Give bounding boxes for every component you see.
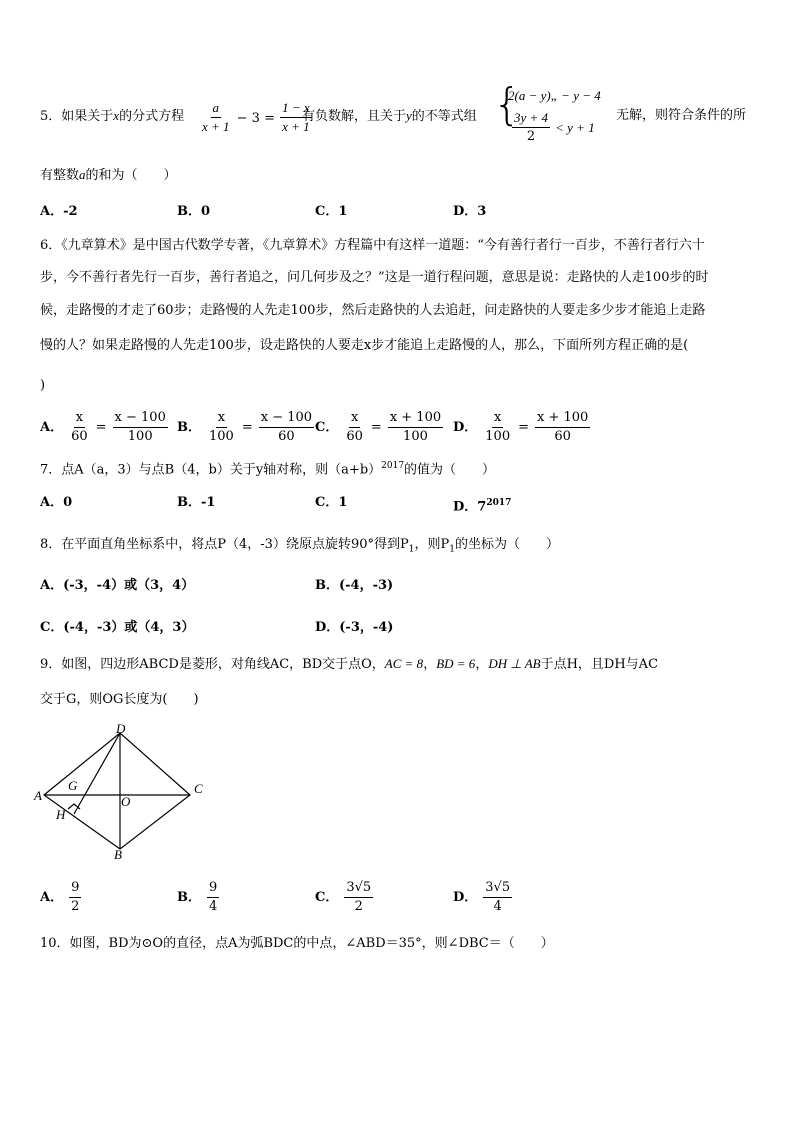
q6-c-right-frac: $\frac{x + 100}{100}$ [389,410,442,444]
q9-rhombus-figure [30,722,220,862]
q5-option-b[interactable]: B．0 [177,204,211,219]
q5-equation [200,100,312,135]
q8-option-d[interactable]: D．(-3，-4) [315,620,394,635]
q9-c-frac: $\frac{3√5}{2}$ [346,880,372,914]
q5-var-x: x [113,108,120,123]
q5-mid2-wrap [302,108,477,125]
q5-system-line1: 2(a − y)„ − y − 4 [508,88,601,103]
q6-a-right-frac: $\frac{x - 100}{100}$ [114,410,166,444]
q5-system-line2 [512,110,595,145]
q5-mid2: 有负数解，且关于 [302,109,407,124]
q6-line2: 步，今不善行者先行一百步，善行者追之，问几何步及之？”这是一道行程问题，意思是说：走路快的人走100步的时 [40,270,709,285]
q6-a-left-frac: $\frac{x}{60}$ [71,410,88,444]
label-h: H [56,807,66,822]
q7-exponent: 2017 [381,461,405,471]
q6-b-left-frac: $\frac{x}{100}$ [209,410,234,444]
q6-option-a[interactable]: A． $\frac{x}{60}$ = $\frac{x - 100}{100}$ [40,410,166,444]
q5-frac1: $\frac{a}{x + 1}$ [202,100,230,134]
q5-option-d[interactable]: D．3 [453,204,487,219]
q5-tail: 无解，则符合条件的所 [616,108,747,123]
label-d: D [116,722,126,736]
q5-system-frac: $\frac{3y + 4}{2}$ [514,110,549,144]
q7-option-c[interactable]: C．1 [315,495,348,510]
q9-option-d[interactable]: D． $\frac{3√5}{4}$ [453,880,511,914]
q5-var-a: a [79,167,86,182]
q6-line3: 候，走路慢的才走了60步；走路慢的人先走100步，然后走路快的人去追赶，问走路快的人要走多少步才能追上走路 [40,303,706,318]
q5-minus3: − 3 = [236,111,275,126]
label-c: C [194,781,203,796]
q8-option-b[interactable]: B．(-4，-3) [315,578,394,593]
q6-d-right-frac: $\frac{x + 100}{60}$ [537,410,589,444]
q6-c-left-frac: $\frac{x}{60}$ [346,410,363,444]
segment-dh [74,733,120,814]
q6-b-right-frac: $\frac{x - 100}{60}$ [260,410,313,444]
q6-line4: 慢的人？如果走路慢的人先走100步，设走路快的人要走x步才能追上走路慢的人，那么，下面所列方程正确的是( [40,338,689,353]
q5-mid3: 的不等式组 [411,109,477,124]
q9-line2: 交于G，则OG长度为( ) [40,692,199,707]
q7-option-b[interactable]: B．-1 [177,495,216,510]
q5-line2-post: 的和为（ ） [85,168,177,183]
q9-line1: 9．如图，四边形ABCD是菱形，对角线AC，BD交于点O，AC = 8，BD = 6，DH ⊥ AB于点H，且DH与AC [40,656,659,672]
q9-option-a[interactable]: A． $\frac{9}{2}$ [40,880,80,914]
q6-option-d[interactable]: D． $\frac{x}{100}$ = $\frac{x + 100}{60}$ [453,410,589,444]
q5-var-y: y [406,108,412,123]
q5-frac2: $\frac{1 - x}{x + 1}$ [282,100,310,134]
label-b: B [114,847,122,862]
q6-d-left-frac: $\frac{x}{100}$ [485,410,511,444]
q5-line1 [40,108,184,125]
q5-system-brace: { [493,79,521,130]
q10-stem: 10．如图，BD为⊙O的直径，点A为弧BDC的中点，∠ABD＝35°，则∠DBC＝（ ） [40,936,554,951]
q9-b-frac: $\frac{9}{4}$ [209,880,218,914]
q5-prefix: 5．如果关于 [40,109,114,124]
q5-option-a[interactable]: A．-2 [40,204,78,219]
q7-option-d[interactable]: D．$7^{2017}$ [453,498,512,515]
q8-stem: 8．在平面直角坐标系中，将点P（4，-3）绕原点旋转90°得到$P_1$，则$P_1$的坐标为（ ） [40,537,559,555]
q6-option-b[interactable]: B． $\frac{x}{100}$ = $\frac{x - 100}{60}$ [177,410,313,444]
q7-option-a[interactable]: A．0 [40,495,73,510]
q5-line2 [40,167,177,184]
q8-option-a[interactable]: A．(-3，-4）或（3，4） [40,578,195,593]
q5-line2-pre: 有整数 [40,168,80,183]
q5-system-rest: < y + 1 [555,120,595,135]
q7-stem: 7．点A（a，3）与点B（4，b）关于y轴对称，则$(a+b)^{2017}$的值为（ ） [40,461,496,478]
q6-line5: ) [40,378,46,393]
q5-option-c[interactable]: C．1 [315,204,348,219]
q9-option-b[interactable]: B． $\frac{9}{4}$ [177,880,218,914]
q9-option-c[interactable]: C． $\frac{3√5}{2}$ [315,880,372,914]
rhombus-outline [44,733,190,849]
q9-d-frac: $\frac{3√5}{4}$ [485,880,511,914]
q9-a-frac: $\frac{9}{2}$ [71,880,80,914]
label-g: G [68,778,78,793]
label-a: A [34,788,42,803]
q5-mid1: 的分式方程 [119,109,185,124]
q6-option-c[interactable]: C． $\frac{x}{60}$ = $\frac{x + 100}{100}$ [315,410,442,444]
label-o: O [121,794,131,809]
q6-line1: 6．《九章算术》是中国古代数学专著，《九章算术》方程篇中有这样一道题：“今有善行者行一百步，不善行者行六十 [40,238,705,253]
q8-option-c[interactable]: C．(-4，-3）或（4，3） [40,620,195,635]
